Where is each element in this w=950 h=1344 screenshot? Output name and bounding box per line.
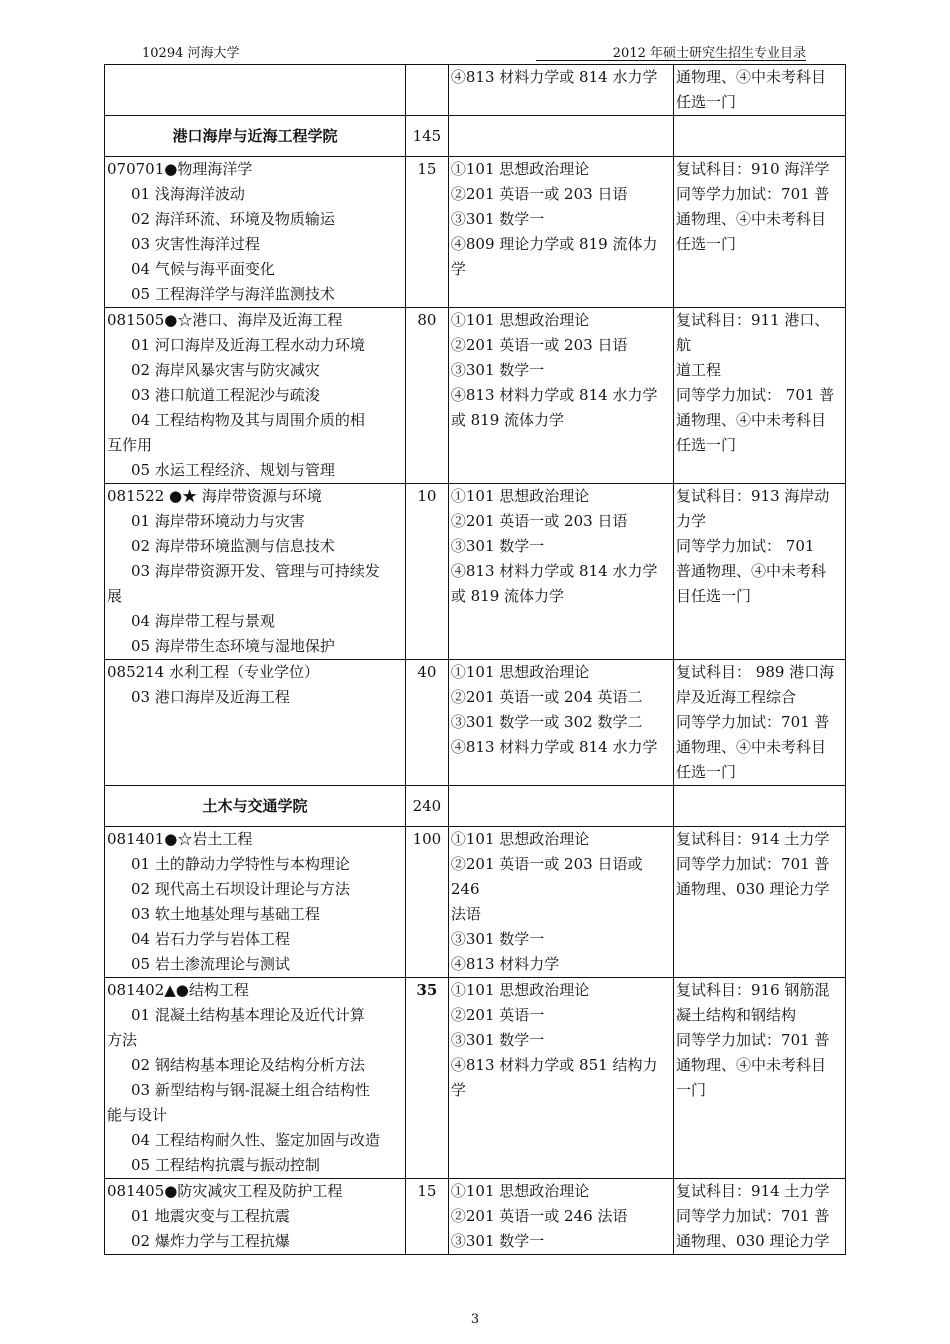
exam-line: ④813 材料力学 [450, 955, 560, 973]
count-cell [405, 827, 448, 978]
notes-line: 凝土结构和钢结构 [676, 1006, 797, 1024]
notes-line: 通物理、④中未考科目 [676, 738, 827, 756]
exam-line: ④813 材料力学或 814 水力学 [450, 386, 658, 404]
exam-line: ③301 数学一 [450, 537, 545, 555]
notes-line: 任选一门 [676, 235, 737, 253]
exam-cell [448, 116, 673, 157]
notes-line: 一门 [676, 1081, 707, 1099]
notes-cell [674, 827, 846, 978]
research-direction: 03 港口海岸及近海工程 [131, 688, 290, 706]
research-direction: 03 灾害性海洋过程 [131, 235, 260, 253]
research-direction: 04 工程结构物及其与周围介质的相 [131, 411, 365, 429]
exam-line: ③301 数学一 [450, 930, 545, 948]
notes-line: 同等学力加试：701 普 [676, 855, 830, 873]
exam-line: ①101 思想政治理论 [450, 981, 590, 999]
exam-line: ③301 数学一 [450, 210, 545, 228]
college-row [105, 786, 846, 827]
exam-cell [448, 1179, 673, 1255]
exam-line: ③301 数学一 [450, 361, 545, 379]
college-row [105, 116, 846, 157]
count-cell [405, 157, 448, 308]
research-direction: 05 水运工程经济、规划与管理 [131, 461, 335, 479]
research-direction: 01 海岸带环境动力与灾害 [131, 512, 305, 530]
research-direction: 展 [107, 587, 123, 605]
research-direction: 02 现代高土石坝设计理论与方法 [131, 880, 350, 898]
notes-line: 通物理、④中未考科目 [676, 210, 827, 228]
program-row [105, 827, 846, 978]
count-cell [405, 1179, 448, 1255]
enrollment-count: 15 [417, 160, 437, 178]
notes-line: 道工程 [676, 361, 722, 379]
notes-line: 通物理、030 理论力学 [676, 880, 830, 898]
notes-cell [674, 1179, 846, 1255]
notes-line: 复试科目： 989 港口海 [676, 663, 835, 681]
exam-line: ②201 英语一或 203 日语 [450, 336, 628, 354]
exam-cell [448, 660, 673, 786]
college-count: 145 [405, 116, 448, 157]
research-direction: 02 海岸风暴灾害与防灾减灾 [131, 361, 320, 379]
program-cell [105, 157, 406, 308]
research-direction: 04 海岸带工程与景观 [131, 612, 275, 630]
enrollment-count: 100 [412, 830, 442, 848]
notes-cell [674, 116, 846, 157]
notes-line: 任选一门 [676, 763, 737, 781]
exam-line: ④813 材料力学或 814 水力学 [450, 562, 658, 580]
research-direction: 05 工程海洋学与海洋监测技术 [131, 285, 335, 303]
notes-cell [674, 65, 846, 116]
research-direction: 02 钢结构基本理论及结构分析方法 [131, 1056, 365, 1074]
program-cell [105, 660, 406, 786]
notes-line: 复试科目：910 海洋学 [676, 160, 830, 178]
program-cell [105, 827, 406, 978]
exam-cell [448, 65, 673, 116]
header-university: 10294 河海大学 [142, 46, 240, 61]
exam-line: ③301 数学一 [450, 1031, 545, 1049]
college-count: 240 [405, 786, 448, 827]
notes-line: 复试科目：911 港口、航 [676, 311, 830, 354]
notes-line: 复试科目：913 海岸动 [676, 487, 830, 505]
research-direction: 05 海岸带生态环境与湿地保护 [131, 637, 335, 655]
program-cell [105, 484, 406, 660]
notes-line: 目任选一门 [676, 587, 752, 605]
program-row [105, 308, 846, 484]
exam-line: ③301 数学一 [450, 1232, 545, 1250]
page-header [106, 42, 806, 62]
notes-cell [674, 978, 846, 1179]
research-direction: 05 岩土渗流理论与测试 [131, 955, 290, 973]
program-cell [105, 308, 406, 484]
enrollment-count: 80 [417, 311, 437, 329]
research-direction: 04 气候与海平面变化 [131, 260, 275, 278]
program-title: 085214 水利工程（专业学位） [107, 663, 320, 681]
enrollment-count: 40 [417, 663, 437, 681]
college-name: 港口海岸与近海工程学院 [105, 116, 406, 157]
count-cell [405, 978, 448, 1179]
enrollment-count: 35 [416, 981, 438, 999]
exam-cell [448, 484, 673, 660]
exam-line: ①101 思想政治理论 [450, 311, 590, 329]
notes-line: 同等学力加试：701 普 [676, 1031, 830, 1049]
enrollment-count: 10 [417, 487, 437, 505]
exam-cell [448, 978, 673, 1179]
exam-line: ①101 思想政治理论 [450, 1182, 590, 1200]
research-direction: 互作用 [107, 436, 153, 454]
exam-line: 或 819 流体力学 [450, 587, 565, 605]
exam-line: ②201 英语一 [450, 1006, 545, 1024]
exam-line: ④813 材料力学或 814 水力学 [450, 68, 658, 86]
count-cell [405, 484, 448, 660]
notes-cell [674, 308, 846, 484]
notes-line: 复试科目：916 钢筋混 [676, 981, 830, 999]
notes-line: 通物理、030 理论力学 [676, 1232, 830, 1250]
program-row [105, 660, 846, 786]
research-direction: 01 土的静动力学特性与本构理论 [131, 855, 350, 873]
research-direction: 03 港口航道工程泥沙与疏浚 [131, 386, 320, 404]
notes-line: 通物理、④中未考科目 [676, 68, 827, 86]
program-cell [105, 65, 406, 116]
research-direction: 02 海洋环流、环境及物质输运 [131, 210, 335, 228]
header-catalog-title: 2012 年硕士研究生招生专业目录 [612, 46, 806, 61]
notes-line: 复试科目：914 土力学 [676, 830, 830, 848]
exam-cell [448, 827, 673, 978]
notes-cell [674, 660, 846, 786]
exam-line: ④813 材料力学或 851 结构力 [450, 1056, 658, 1074]
notes-line: 岸及近海工程综合 [676, 688, 797, 706]
program-title: 070701●物理海洋学 [107, 160, 253, 178]
exam-line: ④809 理论力学或 819 流体力 [450, 235, 658, 253]
program-row [105, 484, 846, 660]
program-row [105, 1179, 846, 1255]
research-direction: 04 工程结构耐久性、鉴定加固与改造 [131, 1131, 380, 1149]
count-cell [405, 308, 448, 484]
exam-line: ①101 思想政治理论 [450, 160, 590, 178]
program-title: 081405●防灾减灾工程及防护工程 [107, 1182, 343, 1200]
exam-line: ①101 思想政治理论 [450, 487, 590, 505]
count-cell [405, 660, 448, 786]
exam-line: ①101 思想政治理论 [450, 830, 590, 848]
notes-line: 同等学力加试： 701 [676, 537, 815, 555]
program-catalog-table [104, 64, 846, 1255]
research-direction: 方法 [107, 1031, 138, 1049]
program-cell [105, 1179, 406, 1255]
research-direction: 02 爆炸力学与工程抗爆 [131, 1232, 290, 1250]
program-title: 081401●☆岩土工程 [107, 830, 253, 848]
program-title: 081402▲●结构工程 [107, 981, 249, 999]
notes-line: 同等学力加试：701 普 [676, 185, 830, 203]
research-direction: 01 地震灾变与工程抗震 [131, 1207, 290, 1225]
research-direction: 01 混凝土结构基本理论及近代计算 [131, 1006, 365, 1024]
exam-cell [448, 308, 673, 484]
notes-line: 普通物理、④中未考科 [676, 562, 827, 580]
notes-line: 同等学力加试：701 普 [676, 1207, 830, 1225]
research-direction: 01 浅海海洋波动 [131, 185, 245, 203]
exam-cell [448, 157, 673, 308]
exam-line: 学 [450, 1081, 466, 1099]
notes-line: 力学 [676, 512, 707, 530]
college-name: 土木与交通学院 [105, 786, 406, 827]
exam-line: ②201 英语一或 204 英语二 [450, 688, 643, 706]
exam-line: ②201 英语一或 246 法语 [450, 1207, 628, 1225]
notes-line: 同等学力加试：701 普 [676, 713, 830, 731]
research-direction: 能与设计 [107, 1106, 168, 1124]
program-row [105, 978, 846, 1179]
research-direction: 03 软土地基处理与基础工程 [131, 905, 320, 923]
notes-line: 任选一门 [676, 436, 737, 454]
program-cell [105, 978, 406, 1179]
exam-line: ②201 英语一或 203 日语 [450, 512, 628, 530]
research-direction: 03 海岸带资源开发、管理与可持续发 [131, 562, 380, 580]
notes-line: 任选一门 [676, 93, 737, 111]
exam-line: 或 819 流体力学 [450, 411, 565, 429]
notes-line: 通物理、④中未考科目 [676, 1056, 827, 1074]
notes-cell [674, 157, 846, 308]
notes-line: 同等学力加试： 701 普 [676, 386, 835, 404]
continued-row [105, 65, 846, 116]
research-direction: 03 新型结构与钢-混凝土组合结构性 [131, 1081, 370, 1099]
exam-line: ②201 英语一或 203 日语或 246 [450, 855, 643, 898]
research-direction: 01 河口海岸及近海工程水动力环境 [131, 336, 365, 354]
exam-line: 学 [450, 260, 466, 278]
program-title: 081505●☆港口、海岸及近海工程 [107, 311, 343, 329]
program-row [105, 157, 846, 308]
research-direction: 04 岩石力学与岩体工程 [131, 930, 290, 948]
exam-line: ①101 思想政治理论 [450, 663, 590, 681]
header-rule [536, 60, 806, 61]
notes-cell [674, 484, 846, 660]
exam-line: ③301 数学一或 302 数学二 [450, 713, 643, 731]
exam-cell [448, 786, 673, 827]
research-direction: 05 工程结构抗震与振动控制 [131, 1156, 320, 1174]
page-number: 3 [470, 1312, 480, 1327]
exam-line: ④813 材料力学或 814 水力学 [450, 738, 658, 756]
exam-line: ②201 英语一或 203 日语 [450, 185, 628, 203]
notes-line: 通物理、④中未考科目 [676, 411, 827, 429]
research-direction: 02 海岸带环境监测与信息技术 [131, 537, 335, 555]
exam-line: 法语 [450, 905, 481, 923]
count-cell [405, 65, 448, 116]
program-title: 081522 ●★ 海岸带资源与环境 [107, 487, 322, 505]
notes-cell [674, 786, 846, 827]
enrollment-count: 15 [417, 1182, 437, 1200]
notes-line: 复试科目：914 土力学 [676, 1182, 830, 1200]
